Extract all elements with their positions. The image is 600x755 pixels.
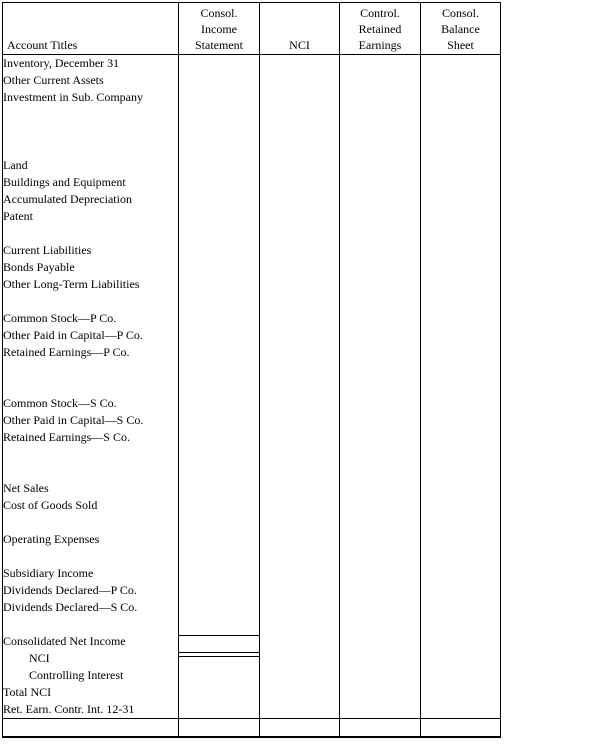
spacer-line <box>3 514 178 531</box>
amount-line[interactable] <box>179 106 259 123</box>
amount-line[interactable] <box>179 701 259 718</box>
amount-line[interactable] <box>260 412 339 429</box>
amount-line[interactable] <box>260 633 339 650</box>
amount-line[interactable] <box>421 327 500 344</box>
amount-line[interactable] <box>260 463 339 480</box>
amount-line[interactable] <box>421 548 500 565</box>
amount-line[interactable] <box>421 157 500 174</box>
account-title-row: Land <box>3 158 28 172</box>
amount-line[interactable] <box>340 89 420 106</box>
column-header-line: Balance <box>441 22 480 36</box>
amount-line[interactable] <box>421 463 500 480</box>
amount-line[interactable] <box>260 684 339 701</box>
amount-line[interactable] <box>421 225 500 242</box>
amount-line[interactable] <box>340 276 420 293</box>
column-header-line: Income <box>201 22 237 36</box>
amount-line[interactable] <box>260 378 339 395</box>
amount-line[interactable] <box>179 344 259 361</box>
amount-line[interactable] <box>260 157 339 174</box>
amount-line[interactable] <box>340 225 420 242</box>
amount-line[interactable] <box>179 361 259 378</box>
account-title-row: Other Current Assets <box>3 73 104 87</box>
account-title-row: Current Liabilities <box>3 243 92 257</box>
amount-line[interactable] <box>179 293 259 310</box>
table-bottom-double-rule <box>2 736 500 737</box>
column-header-line: Sheet <box>447 38 474 52</box>
amount-line[interactable] <box>179 327 259 344</box>
spacer-line <box>3 106 178 123</box>
spacer-line <box>3 378 178 395</box>
amount-line[interactable] <box>260 480 339 497</box>
amount-line[interactable] <box>260 701 339 718</box>
amount-line[interactable] <box>340 650 420 667</box>
amount-line[interactable] <box>260 548 339 565</box>
amount-line[interactable] <box>179 157 259 174</box>
amount-line[interactable] <box>421 412 500 429</box>
amount-line[interactable] <box>421 208 500 225</box>
account-title-row: Other Paid in Capital—S Co. <box>3 413 144 427</box>
amount-line[interactable] <box>421 174 500 191</box>
amount-line[interactable] <box>340 497 420 514</box>
amount-line[interactable] <box>260 55 339 72</box>
table-body <box>3 55 501 738</box>
amount-line[interactable] <box>260 344 339 361</box>
amount-line[interactable] <box>421 480 500 497</box>
amount-line[interactable] <box>179 225 259 242</box>
amount-line[interactable] <box>340 565 420 582</box>
amount-line[interactable] <box>179 497 259 514</box>
column-header-line: NCI <box>289 38 310 52</box>
amount-line[interactable] <box>179 463 259 480</box>
footer-cell-control-retained-earnings[interactable] <box>340 719 421 738</box>
amount-line[interactable] <box>179 310 259 327</box>
amount-line[interactable] <box>340 633 420 650</box>
amount-line[interactable] <box>260 582 339 599</box>
spacer-line <box>3 548 178 565</box>
account-title-row: Bonds Payable <box>3 260 75 274</box>
column-header-line: Account Titles <box>7 38 78 52</box>
amount-line[interactable] <box>260 276 339 293</box>
amount-line[interactable] <box>340 293 420 310</box>
amount-line[interactable] <box>421 378 500 395</box>
account-title-row: Ret. Earn. Contr. Int. 12-31 <box>3 702 135 716</box>
account-title-row: Dividends Declared—P Co. <box>3 583 137 597</box>
amount-line[interactable] <box>421 650 500 667</box>
amount-line[interactable] <box>340 310 420 327</box>
footer-cell-consol-balance-sheet[interactable] <box>421 719 501 738</box>
amount-line[interactable] <box>421 293 500 310</box>
amount-line[interactable] <box>340 174 420 191</box>
amount-line[interactable] <box>179 599 259 616</box>
amount-line[interactable] <box>340 361 420 378</box>
amount-line[interactable] <box>260 293 339 310</box>
amount-line[interactable] <box>260 446 339 463</box>
account-title-row: Accumulated Depreciation <box>3 192 132 206</box>
amount-line[interactable] <box>260 259 339 276</box>
amount-line[interactable] <box>421 242 500 259</box>
account-title-row: Inventory, December 31 <box>3 56 120 70</box>
table-footer-row <box>3 719 501 738</box>
amount-line[interactable] <box>179 208 259 225</box>
column-header-nci <box>260 3 340 55</box>
amount-line[interactable] <box>421 55 500 72</box>
amount-line[interactable] <box>179 548 259 565</box>
amount-line[interactable] <box>421 497 500 514</box>
amount-line[interactable] <box>260 531 339 548</box>
amount-line[interactable] <box>421 361 500 378</box>
account-title-row: Operating Expenses <box>3 532 100 546</box>
amount-line[interactable] <box>260 361 339 378</box>
amount-line[interactable] <box>340 106 420 123</box>
table-header-row <box>3 3 501 55</box>
amount-line[interactable] <box>421 565 500 582</box>
amount-line[interactable] <box>260 225 339 242</box>
total-rule-double <box>179 652 259 657</box>
account-title-row: Buildings and Equipment <box>3 175 126 189</box>
spacer-line <box>3 293 178 310</box>
amount-line[interactable] <box>179 378 259 395</box>
account-title-row: Retained Earnings—P Co. <box>3 345 130 359</box>
amount-line[interactable] <box>340 480 420 497</box>
amount-line[interactable] <box>340 208 420 225</box>
column-header-account-titles <box>3 3 179 55</box>
amount-line[interactable] <box>260 123 339 140</box>
amount-line[interactable] <box>340 548 420 565</box>
amount-line[interactable] <box>340 191 420 208</box>
amount-line[interactable] <box>179 446 259 463</box>
amount-line[interactable] <box>260 429 339 446</box>
amount-line[interactable] <box>179 480 259 497</box>
account-title-row: Net Sales <box>3 481 49 495</box>
amount-line[interactable] <box>260 89 339 106</box>
amount-line[interactable] <box>179 514 259 531</box>
column-header-line: Earnings <box>358 38 402 52</box>
amount-line[interactable] <box>340 412 420 429</box>
amount-line[interactable] <box>421 667 500 684</box>
account-title-row: Controlling Interest <box>29 668 124 682</box>
amount-line[interactable] <box>260 106 339 123</box>
column-header-control-retained-earnings <box>340 3 421 55</box>
amount-line[interactable] <box>340 616 420 633</box>
amount-line[interactable] <box>179 667 259 684</box>
amount-line[interactable] <box>260 599 339 616</box>
column-header-line: Consol. <box>441 6 479 20</box>
nci-column[interactable] <box>260 55 340 719</box>
amount-line[interactable] <box>421 429 500 446</box>
amount-line[interactable] <box>179 123 259 140</box>
amount-line[interactable] <box>260 650 339 667</box>
table-header <box>3 3 501 55</box>
amount-line[interactable] <box>179 140 259 157</box>
amount-line[interactable] <box>260 174 339 191</box>
amount-line[interactable] <box>179 582 259 599</box>
amount-line[interactable] <box>340 463 420 480</box>
amount-line[interactable] <box>340 395 420 412</box>
amount-line[interactable] <box>179 55 259 72</box>
amount-line[interactable] <box>421 616 500 633</box>
subtotal-rule-single <box>179 635 259 636</box>
amount-line[interactable] <box>421 276 500 293</box>
amount-line[interactable] <box>421 684 500 701</box>
amount-line[interactable] <box>421 310 500 327</box>
amount-line[interactable] <box>179 72 259 89</box>
amount-line[interactable] <box>340 429 420 446</box>
amount-line[interactable] <box>340 242 420 259</box>
table-body-row <box>3 55 501 719</box>
amount-line[interactable] <box>179 174 259 191</box>
account-title-row: Patent <box>3 209 33 223</box>
amount-line[interactable] <box>260 616 339 633</box>
amount-line[interactable] <box>421 582 500 599</box>
column-header-consol-balance-sheet <box>421 3 501 55</box>
spacer-line <box>3 123 178 140</box>
amount-line[interactable] <box>340 446 420 463</box>
amount-line[interactable] <box>421 72 500 89</box>
amount-line[interactable] <box>340 684 420 701</box>
amount-line[interactable] <box>340 667 420 684</box>
amount-line[interactable] <box>421 89 500 106</box>
amount-line[interactable] <box>179 565 259 582</box>
amount-line[interactable] <box>260 565 339 582</box>
account-title-row: NCI <box>29 651 50 665</box>
amount-line[interactable] <box>179 395 259 412</box>
amount-line[interactable] <box>179 429 259 446</box>
amount-line[interactable] <box>179 412 259 429</box>
account-title-row: Common Stock—P Co. <box>3 311 117 325</box>
column-header-consol-income-statement <box>179 3 260 55</box>
amount-line[interactable] <box>340 55 420 72</box>
amount-line[interactable] <box>260 140 339 157</box>
column-header-line: Statement <box>195 38 243 52</box>
amount-line[interactable] <box>179 616 259 633</box>
consol-income-statement-column[interactable] <box>179 55 260 719</box>
account-title-row: Total NCI <box>3 685 52 699</box>
amount-line[interactable] <box>340 259 420 276</box>
amount-line[interactable] <box>421 191 500 208</box>
amount-line[interactable] <box>421 344 500 361</box>
amount-line[interactable] <box>340 514 420 531</box>
account-title-row: Retained Earnings—S Co. <box>3 430 130 444</box>
amount-line[interactable] <box>421 701 500 718</box>
spacer-line <box>3 463 178 480</box>
amount-line[interactable] <box>340 123 420 140</box>
amount-line[interactable] <box>340 599 420 616</box>
spacer-line <box>3 140 178 157</box>
account-title-row: Common Stock—S Co. <box>3 396 117 410</box>
column-header-line: Consol. <box>200 6 238 20</box>
amount-line[interactable] <box>340 72 420 89</box>
amount-line[interactable] <box>179 531 259 548</box>
amount-line[interactable] <box>260 667 339 684</box>
amount-line[interactable] <box>179 684 259 701</box>
column-header-line: Control. <box>360 6 400 20</box>
account-title-row: Investment in Sub. Company <box>3 90 143 104</box>
amount-line[interactable] <box>421 140 500 157</box>
amount-line[interactable] <box>179 191 259 208</box>
amount-line[interactable] <box>179 259 259 276</box>
consol-balance-sheet-column[interactable] <box>421 55 501 719</box>
account-title-row: Dividends Declared—S Co. <box>3 600 138 614</box>
account-title-row: Other Paid in Capital—P Co. <box>3 328 143 342</box>
amount-line[interactable] <box>260 497 339 514</box>
spacer-line <box>3 225 178 242</box>
footer-cell-consol-income-statement[interactable] <box>179 719 260 738</box>
amount-line[interactable] <box>421 446 500 463</box>
footer-cell-account-titles <box>3 719 179 738</box>
amount-line[interactable] <box>260 208 339 225</box>
spacer-line <box>3 446 178 463</box>
amount-line[interactable] <box>421 123 500 140</box>
consolidation-worksheet-table <box>2 2 501 738</box>
amount-line[interactable] <box>179 242 259 259</box>
amount-line[interactable] <box>340 327 420 344</box>
amount-line[interactable] <box>340 344 420 361</box>
amount-line[interactable] <box>421 259 500 276</box>
amount-line[interactable] <box>340 157 420 174</box>
amount-line[interactable] <box>179 89 259 106</box>
spacer-line <box>3 616 178 633</box>
amount-line[interactable] <box>260 242 339 259</box>
amount-line[interactable] <box>340 582 420 599</box>
amount-line[interactable] <box>260 395 339 412</box>
control-retained-earnings-column[interactable] <box>340 55 421 719</box>
amount-line[interactable] <box>340 701 420 718</box>
amount-line[interactable] <box>340 531 420 548</box>
amount-line[interactable] <box>421 633 500 650</box>
account-titles-column <box>3 55 179 719</box>
account-title-row: Cost of Goods Sold <box>3 498 98 512</box>
spacer-line <box>3 361 178 378</box>
amount-line[interactable] <box>260 327 339 344</box>
amount-line[interactable] <box>421 514 500 531</box>
amount-line[interactable] <box>421 599 500 616</box>
account-title-row: Consolidated Net Income <box>3 634 126 648</box>
amount-line[interactable] <box>179 276 259 293</box>
amount-line[interactable] <box>421 106 500 123</box>
amount-line[interactable] <box>260 72 339 89</box>
amount-line[interactable] <box>260 514 339 531</box>
amount-line[interactable] <box>340 378 420 395</box>
amount-line[interactable] <box>421 395 500 412</box>
column-header-line: Retained <box>358 22 402 36</box>
amount-line[interactable] <box>260 310 339 327</box>
account-title-row: Subsidiary Income <box>3 566 94 580</box>
amount-line[interactable] <box>421 531 500 548</box>
amount-line[interactable] <box>260 191 339 208</box>
footer-cell-nci[interactable] <box>260 719 340 738</box>
amount-line[interactable] <box>340 140 420 157</box>
account-title-row: Other Long-Term Liabilities <box>3 277 140 291</box>
